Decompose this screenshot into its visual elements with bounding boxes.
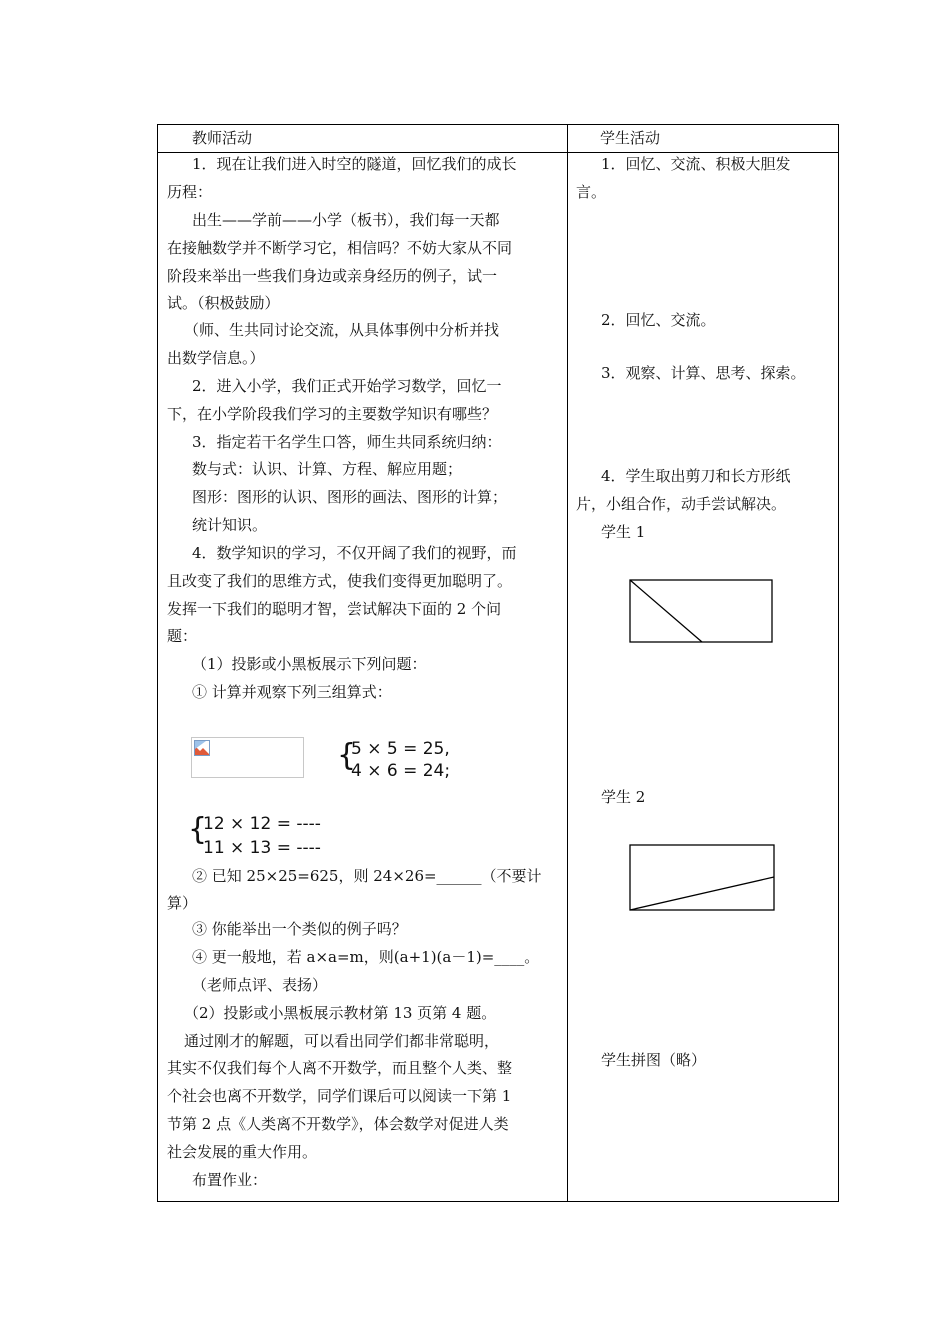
- teacher-line: 1．现在让我们进入时空的隧道，回忆我们的成长: [192, 155, 517, 173]
- teacher-line: 4．数学知识的学习，不仅开阔了我们的视野，而: [192, 544, 517, 562]
- student-line: 3．观察、计算、思考、探索。: [601, 364, 806, 382]
- student-line: 2．回忆、交流。: [601, 311, 716, 329]
- student-label: 学生 1: [601, 523, 646, 541]
- cut-rectangle-diagonal: [628, 578, 774, 644]
- student-label: 学生 2: [601, 788, 646, 806]
- teacher-line: 且改变了我们的思维方式，使我们变得更加聪明了。: [167, 572, 513, 590]
- teacher-line: 2．进入小学，我们正式开始学习数学，回忆一: [192, 377, 502, 395]
- teacher-line: 下，在小学阶段我们学习的主要数学知识有哪些？: [167, 405, 498, 423]
- teacher-line: 3．指定若干名学生口答，师生共同系统归纳：: [192, 433, 502, 451]
- student-line: 片，小组合作，动手尝试解决。: [576, 495, 787, 513]
- teacher-line: 阶段来举出一些我们身边或亲身经历的例子，试一: [167, 267, 498, 285]
- teacher-line: 历程：: [167, 183, 213, 201]
- teacher-line: （2）投影或小黑板展示教材第 13 页第 4 题。: [184, 1004, 497, 1022]
- teacher-line: 出数学信息。）: [167, 349, 265, 367]
- student-line: 言。: [576, 183, 607, 201]
- teacher-line: 社会发展的重大作用。: [167, 1143, 318, 1161]
- teacher-line: 题：: [167, 627, 198, 645]
- teacher-line: 发挥一下我们的聪明才智，尝试解决下面的 2 个问: [167, 600, 502, 618]
- teacher-line: 数与式：认识、计算、方程、解应用题；: [192, 460, 463, 478]
- teacher-line: （1）投影或小黑板展示下列问题：: [192, 655, 427, 673]
- teacher-line: 统计知识。: [192, 516, 268, 534]
- header-divider: [158, 152, 838, 153]
- teacher-line: 个社会也离不开数学，同学们课后可以阅读一下第 1: [167, 1087, 512, 1105]
- student-line: 1．回忆、交流、积极大胆发: [601, 155, 791, 173]
- teacher-line: 通过刚才的解题，可以看出同学们都非常聪明，: [184, 1032, 500, 1050]
- brace-symbol: {: [188, 812, 208, 847]
- math-expression: 5 × 5 = 25,: [351, 739, 450, 759]
- teacher-line: 算）: [167, 894, 198, 912]
- math-expression: 4 × 6 = 24;: [351, 761, 451, 781]
- teacher-line: 在接触数学并不断学习它，相信吗？不妨大家从不同: [167, 239, 513, 257]
- teacher-line: ③ 你能举出一个类似的例子吗？: [192, 920, 407, 938]
- math-expression: 11 × 13 = ----: [203, 838, 321, 858]
- teacher-line: 试。（积极鼓励）: [167, 294, 280, 312]
- teacher-line: 图形：图形的认识、图形的画法、图形的计算；: [192, 488, 508, 506]
- teacher-line: ② 已知 25×25=625，则 24×26=______（不要计: [192, 867, 542, 885]
- student-label: 学生拼图（略）: [601, 1051, 707, 1069]
- cut-rectangle-slant: [628, 843, 776, 912]
- teacher-header: 教师活动: [192, 129, 253, 147]
- teacher-line: 出生——学前——小学（板书），我们每一天都: [192, 211, 500, 229]
- teacher-line: ④ 更一般地，若 a×a=m，则(a+1)(a－1)=____。: [192, 948, 540, 966]
- teacher-line: （师、生共同讨论交流，从具体事例中分析并找: [184, 321, 500, 339]
- teacher-line: （老师点评、表扬）: [192, 976, 328, 994]
- broken-image-icon: [194, 740, 210, 756]
- teacher-line: 布置作业：: [192, 1171, 268, 1189]
- student-header: 学生活动: [600, 129, 661, 147]
- brace-symbol: {: [337, 738, 357, 773]
- student-line: 4．学生取出剪刀和长方形纸: [601, 467, 791, 485]
- teacher-line: 其实不仅我们每个人离不开数学，而且整个人类、整: [167, 1059, 513, 1077]
- column-divider: [567, 125, 568, 1201]
- image-placeholder: [191, 737, 304, 778]
- math-expression: 12 × 12 = ----: [203, 814, 321, 834]
- teacher-line: ① 计算并观察下列三组算式：: [192, 683, 392, 701]
- teacher-line: 节第 2 点《人类离不开数学》，体会数学对促进人类: [167, 1115, 509, 1133]
